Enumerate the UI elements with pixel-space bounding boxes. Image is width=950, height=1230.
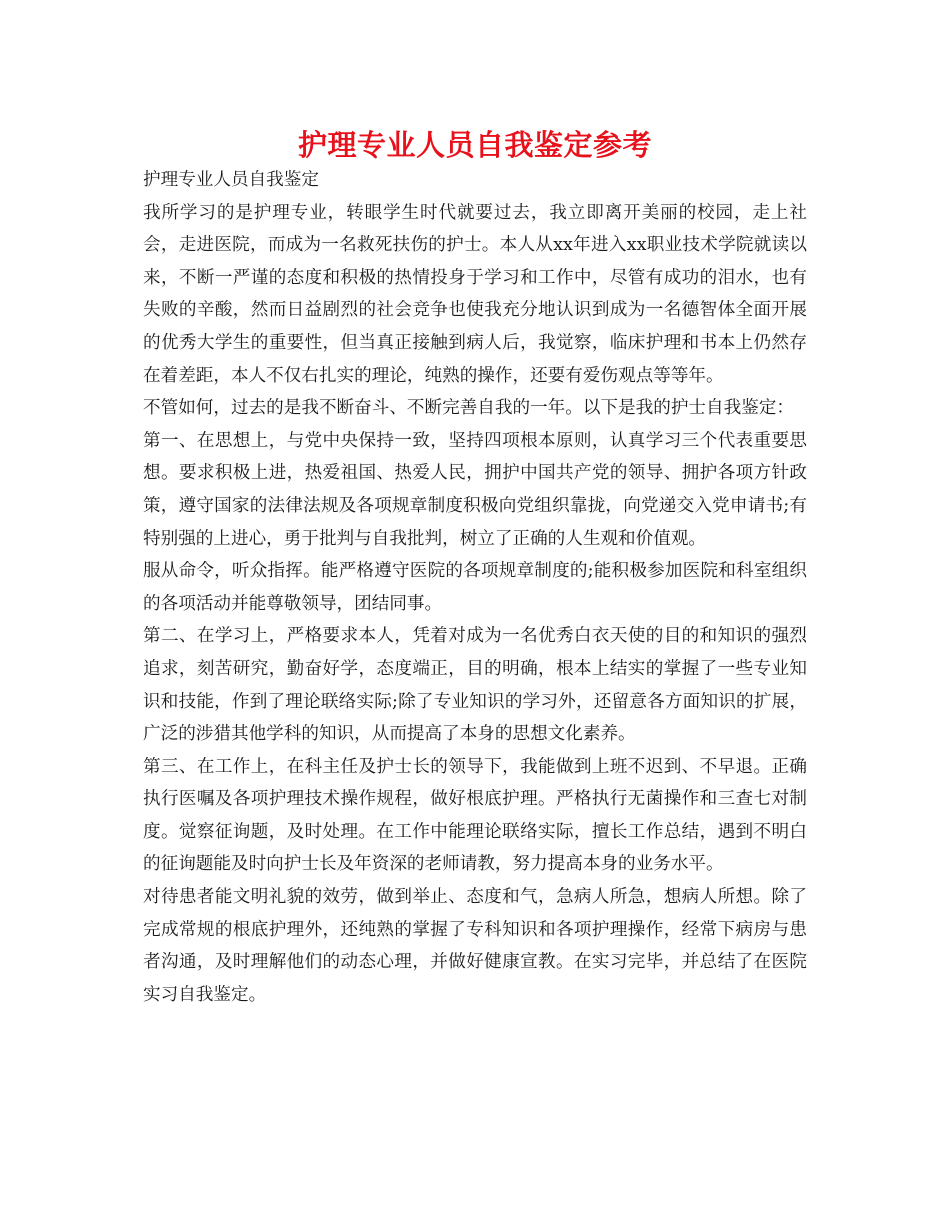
paragraph-patients: 对待患者能文明礼貌的效劳，做到举止、态度和气，急病人所急，想病人所想。除了完成常规的根底护理外，还纯熟的掌握了专科知识和各项护理操作，经常下病房与患者沟通，及时理解他们的动态心理，并做好健康宣教。在实习完毕，并总结了在医院实习自我鉴定。 — [143, 887, 807, 1005]
paragraph-discipline: 服从命令，听众指挥。能严格遵守医院的各项规章制度的;能积极参加医院和科室组织的各项活动并能尊敬领导，团结同事。 — [143, 561, 807, 614]
subtitle-line: 护理专业人员自我鉴定 — [143, 170, 319, 190]
document-title: 护理专业人员自我鉴定参考 — [297, 128, 652, 162]
paragraph-work: 第三、在工作上，在科主任及护士长的领导下，我能做到上班不迟到、不早退。正确执行医嘱及各项护理技术操作规程，做好根底护理。严格执行无菌操作和三查七对制度。觉察征询题，及时处理。在工作中能理论联络实际，擅长工作总结，遇到不明白的征询题能及时向护士长及年资深的老师请教，努力提高本身的业务水平。 — [143, 756, 807, 875]
paragraph-intro: 我所学习的是护理专业，转眼学生时代就要过去，我立即离开美丽的校园，走上社会，走进医院，而成为一名救死扶伤的护士。本人从xx年进入xx职业技术学院就读以来，不断一严谨的态度和积极的热情投身于学习和工作中，尽管有成功的泪水，也有失败的辛酸，然而日益剧烈的社会竞争也使我充分地认识到成为一名德智体全面开展的优秀大学生的重要性，但当真正接触到病人后，我觉察，临床护理和书本上仍然存在着差距，本人不仅右扎实的理论，纯熟的操作，还要有爱伤观点等等年。 — [143, 202, 807, 386]
paragraph-ideology: 第一、在思想上，与党中央保持一致，坚持四项根本原则，认真学习三个代表重要思想。要求积极上进，热爱祖国、热爱人民，拥护中国共产党的领导、拥护各项方针政策，遵守国家的法律法规及各项规章制度积极向党组织靠拢，向党递交入党申请书;有特别强的上进心，勇于批判与自我批判，树立了正确的人生观和价值观。 — [143, 430, 807, 549]
paragraph-study: 第二、在学习上，严格要求本人，凭着对成为一名优秀白衣天使的目的和知识的强烈追求，刻苦研究，勤奋好学，态度端正，目的明确，根本上结实的掌握了一些专业知识和技能，作到了理论联络实际;除了专业知识的学习外，还留意各方面知识的扩展，广泛的涉猎其他学科的知识，从而提高了本身的思想文化素养。 — [143, 626, 807, 745]
document-body — [143, 164, 807, 1011]
paragraph-transition: 不管如何，过去的是我不断奋斗、不断完善自我的一年。以下是我的护士自我鉴定： — [143, 398, 794, 419]
